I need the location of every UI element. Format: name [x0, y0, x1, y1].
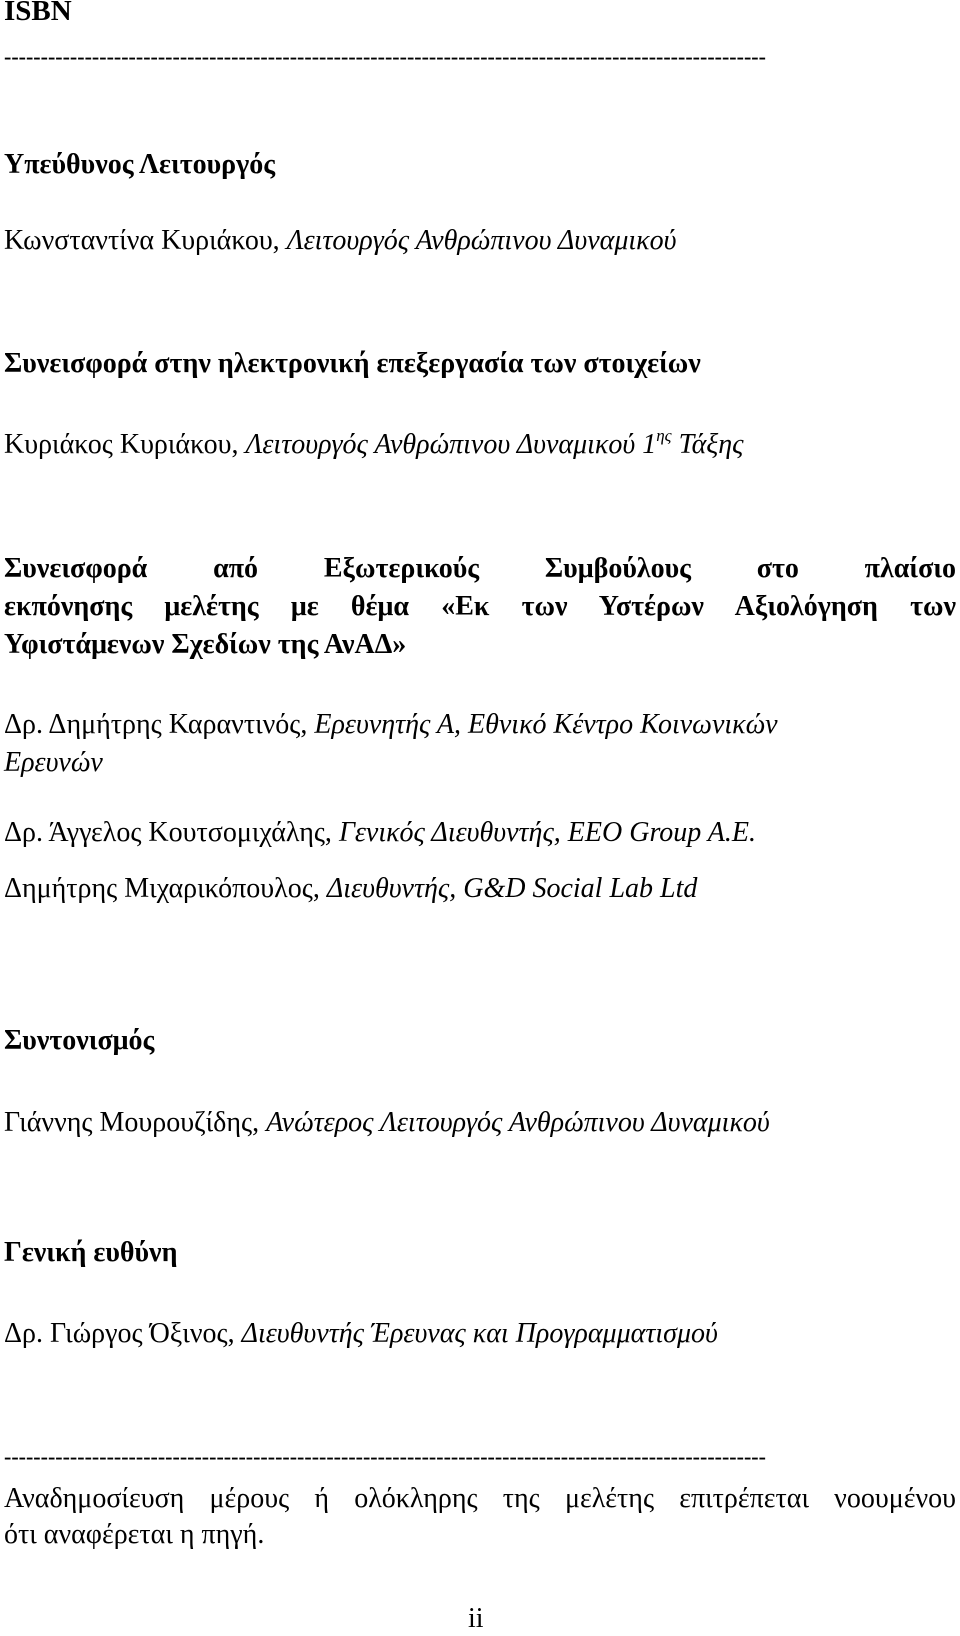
- coordination-name: Γιάννης Μουρουζίδης,: [4, 1107, 267, 1138]
- general-responsibility-heading: Γενική ευθύνη: [4, 1237, 178, 1268]
- data-processing-name: Κυριάκος Κυριάκου,: [4, 429, 246, 460]
- coordination-heading: Συντονισμός: [4, 1025, 155, 1056]
- consultant-3-name: Δημήτρης Μιχαρικόπουλος,: [4, 873, 327, 904]
- data-processing-role-sup: ης: [656, 426, 672, 445]
- top-separator: --------------------------------------------------------------------------------------------------------: [4, 44, 766, 69]
- data-processing-heading: Συνεισφορά στην ηλεκτρονική επεξεργασία των στοιχείων: [4, 348, 701, 379]
- responsible-name: Κωνσταντίνα Κυριάκου,: [4, 225, 287, 256]
- consultant-2-role: Γενικός Διευθυντής, EEO Group A.E.: [338, 817, 757, 848]
- consultants-heading-line3: Υφιστάμενων Σχεδίων της ΑνΑΔ»: [4, 629, 407, 660]
- notice-line2: ότι αναφέρεται η πηγή.: [4, 1519, 265, 1550]
- consultant-3-role: Διευθυντής, G&D Social Lab Ltd: [326, 873, 698, 904]
- consultant-2-name: Δρ. Άγγελος Κουτσομιχάλης,: [4, 817, 339, 848]
- consultant-1-role: Ερευνητής Α, Εθνικό Κέντρο Κοινωνικών: [314, 709, 778, 740]
- general-responsibility-person: [4, 1317, 718, 1351]
- general-responsibility-name: Δρ. Γιώργος Όξινος,: [4, 1318, 242, 1349]
- consultant-1-name: Δρ. Δημήτρης Καραντινός,: [4, 709, 315, 740]
- consultant-3: [4, 872, 697, 906]
- data-processing-person: [4, 428, 744, 462]
- consultants-heading-line2: εκπόνησης μελέτης με θέμα «Εκ των Υστέρων Αξιολόγηση των: [4, 591, 956, 622]
- bottom-separator: --------------------------------------------------------------------------------------------------------: [4, 1444, 766, 1469]
- notice-line1: Αναδημοσίευση μέρους ή ολόκληρης της μελέτης επιτρέπεται νοουμένου: [4, 1483, 956, 1514]
- responsible-person: [4, 224, 676, 258]
- consultants-heading-line1: Συνεισφορά από Εξωτερικούς Συμβούλους στο πλαίσιο: [4, 553, 956, 584]
- consultant-1: [4, 708, 778, 742]
- coordination-role: Ανώτερος Λειτουργός Ανθρώπινου Δυναμικού: [266, 1107, 770, 1138]
- general-responsibility-role: Διευθυντής Έρευνας και Προγραμματισμού: [241, 1318, 718, 1349]
- data-processing-role-suffix: Τάξης: [671, 429, 744, 460]
- page-number: ii: [468, 1603, 484, 1634]
- consultant-1-role-line2: Ερευνών: [4, 747, 103, 778]
- isbn-label: ISBN: [4, 0, 72, 27]
- consultant-2: [4, 816, 756, 850]
- responsible-heading: Υπεύθυνος Λειτουργός: [4, 149, 276, 180]
- data-processing-role: Λειτουργός Ανθρώπινου Δυναμικού 1: [245, 429, 657, 460]
- coordination-person: [4, 1106, 770, 1140]
- responsible-role: Λειτουργός Ανθρώπινου Δυναμικού: [286, 225, 677, 256]
